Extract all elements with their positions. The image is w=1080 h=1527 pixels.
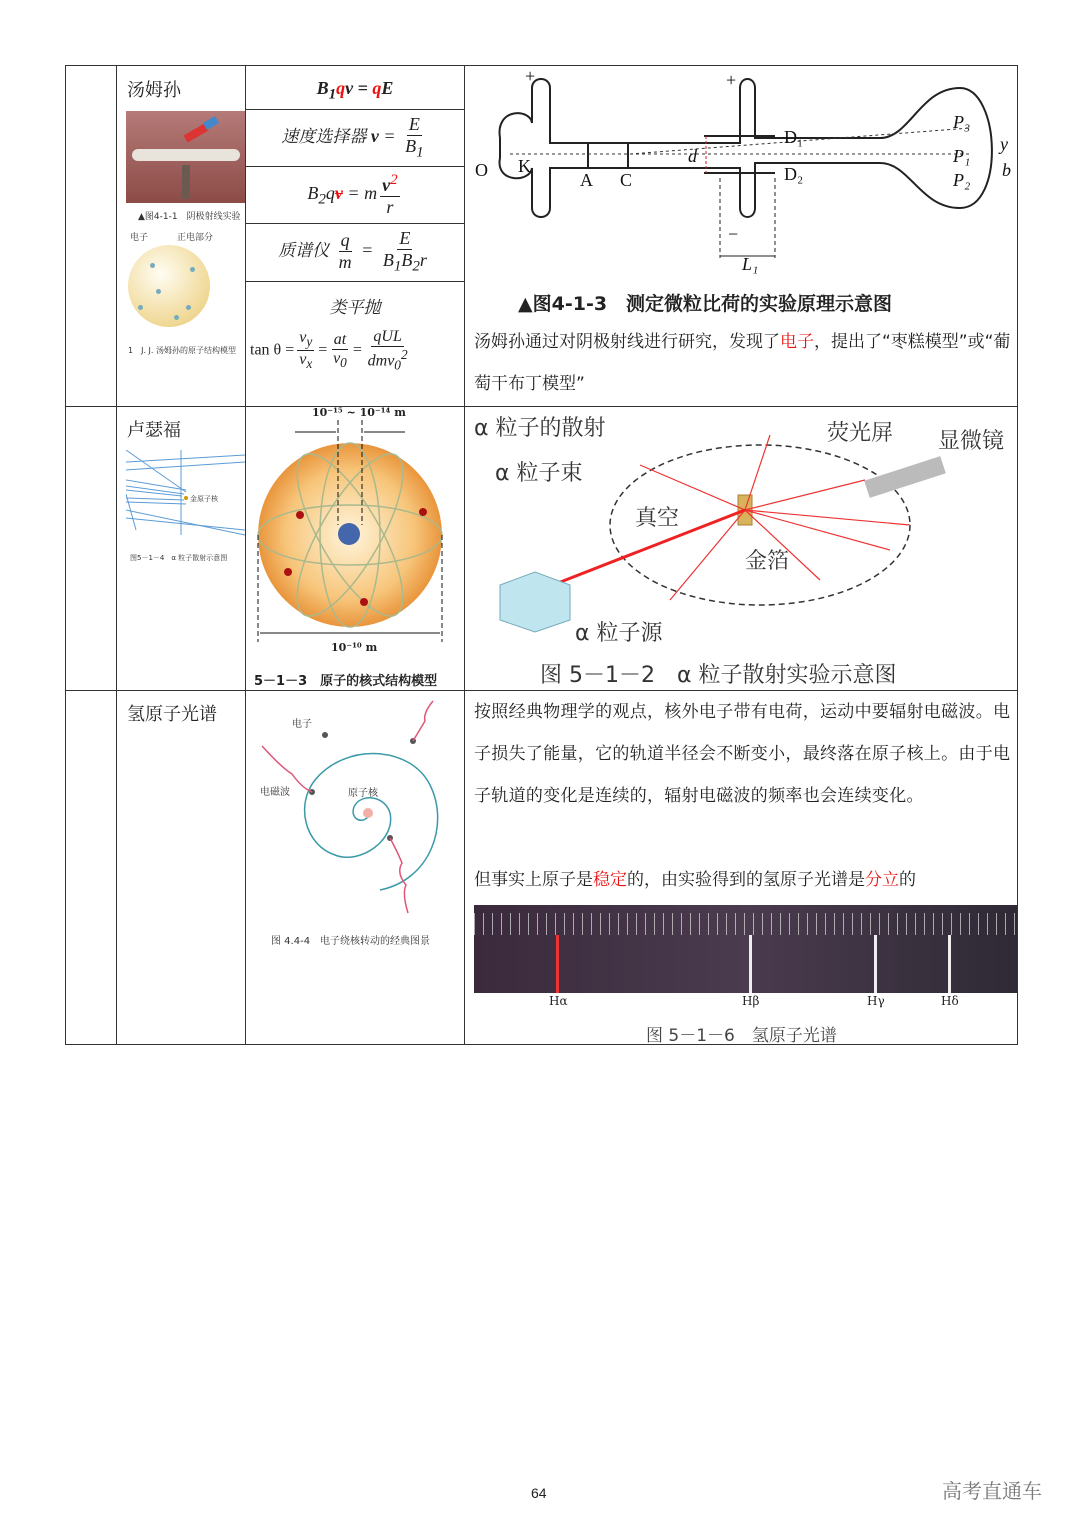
formula-mass-spectrometer: 质谱仪 $\frac{q}{m}$ = $\frac{E}{B_1B_2r}$: [278, 228, 427, 275]
page-number: 64: [531, 1485, 547, 1501]
exp-label: α 粒子束: [495, 461, 583, 486]
orbit-label: 电磁波: [260, 787, 290, 798]
diagram-label: +: [726, 70, 737, 90]
highlight-stable: 稳定: [593, 870, 627, 890]
figure-caption: 图 5－1－6 氢原子光谱: [646, 1026, 837, 1046]
nucleus-size-label: 10⁻¹⁵ ~ 10⁻¹⁴ m: [312, 406, 406, 419]
label-electron: 电子: [130, 233, 149, 243]
figure-caption: 图 4.4-4 电子绕核转动的经典图景: [271, 936, 431, 947]
diagram-label: A: [580, 170, 593, 190]
sym: tan θ =: [250, 341, 295, 359]
text: 的，由实验得到的氢原子光谱是: [627, 870, 865, 890]
exp-label: 金箔: [745, 549, 790, 574]
sym: E: [381, 78, 394, 98]
diagram-label: C: [620, 170, 633, 190]
cathode-ray-photo: [126, 111, 245, 203]
formula-circular-motion: $B_2qv = m$ $\frac{v^2}{r}$: [307, 172, 398, 217]
col-divider: [464, 65, 465, 1045]
text: 但事实上原子是: [474, 870, 593, 890]
classical-orbit-diagram: [250, 695, 462, 925]
figure-caption: 5－1－3 原子的核式结构模型: [254, 674, 438, 689]
thomson-description: [474, 321, 1014, 405]
formula-divider: [245, 223, 465, 224]
sym: 1: [328, 86, 337, 103]
highlight-electron: 电子: [780, 332, 814, 352]
diagram-label: P₃: [953, 112, 971, 132]
charge-to-mass-diagram: [470, 68, 1015, 293]
sym: v: [345, 78, 354, 98]
formula-velocity-selector: 速度选择器 v = $\frac{E}{B_1}$: [281, 114, 424, 161]
diagram-label: O: [475, 160, 488, 180]
col-divider: [65, 65, 66, 1045]
formula-divider: [245, 109, 465, 110]
diagram-label: P₁: [953, 146, 971, 166]
sym: q: [336, 78, 346, 98]
figure-caption: 1 J. J. 汤姆孙的原子结构模型: [128, 346, 236, 355]
exp-label: 荧光屏: [827, 421, 894, 446]
spectrum-line-label: Hα: [549, 994, 568, 1008]
watermark: 高考直通车: [942, 1479, 1042, 1503]
classical-view-paragraph: 按照经典物理学的观点，核外电子带有电荷，运动中要辐射电磁波。电子损失了能量，它的轨道半径会不断变小，最终落在原子核上。由于电子轨道的变化是连续的，辐射电磁波的频率也会连续变化。: [474, 702, 1011, 806]
orbit-label: 电子: [292, 719, 312, 730]
table-border: [65, 65, 1018, 66]
formula-label: 质谱仪: [278, 240, 330, 261]
formula-force-balance: [246, 78, 464, 104]
label-positive: 正电部分: [177, 233, 214, 243]
diagram-label: D₁: [784, 127, 804, 147]
row-title-thomson: 汤姆孙: [127, 80, 181, 101]
spectrum-line-label: Hδ: [941, 994, 959, 1008]
sym: B: [316, 78, 329, 98]
diagram-label: b: [1002, 160, 1011, 180]
diagram-label: y: [1000, 134, 1008, 154]
exp-label: α 粒子源: [575, 621, 663, 646]
orbit-label: 原子核: [348, 788, 378, 799]
label-gold-nucleus: 金原子核: [190, 495, 218, 503]
diagram-caption: ▲图4-1-3 测定微粒比荷的实验原理示意图: [518, 293, 893, 315]
table-border: [65, 1044, 1018, 1045]
text: ，提出了“枣糕模型”或“葡萄干布丁模型”: [474, 332, 1011, 394]
alpha-scattering-sketch: [126, 450, 245, 540]
reality-paragraph: [474, 859, 1014, 901]
text: 汤姆孙通过对阴极射线进行研究，发现了: [474, 332, 780, 352]
row-title-rutherford: 卢瑟福: [127, 420, 181, 441]
diagram-label: L₁: [742, 254, 759, 274]
exp-label: α 粒子的散射: [474, 416, 606, 441]
formula-divider: [245, 281, 465, 282]
highlight-discrete: 分立: [865, 870, 899, 890]
diagram-label: K: [518, 156, 531, 176]
figure-caption: ▲图4-1-1 阴极射线实验: [138, 212, 241, 222]
exp-label: 真空: [635, 506, 680, 531]
text: 的: [899, 870, 916, 890]
formula-label: 速度选择器: [281, 126, 367, 147]
col-divider: [1017, 65, 1018, 1045]
alpha-scattering-experiment: [470, 410, 1015, 688]
formula-divider: [245, 166, 465, 167]
diagram-label: d: [688, 146, 697, 166]
plum-pudding-model: [128, 245, 210, 327]
hydrogen-spectrum-image: [474, 905, 1017, 993]
formula-tan-theta: tan θ = $\frac{v_y}{v_x}$ = $\frac{at}{v_0}$ = $\frac{\text{qUL}}{dmv_0^2}$: [250, 328, 408, 373]
sym: q: [372, 78, 382, 98]
col-divider: [116, 65, 117, 1045]
row-title-hydrogen: 氢原子光谱: [127, 704, 217, 725]
row-divider: [65, 406, 1018, 407]
diagram-label: +: [525, 68, 536, 86]
diagram-label: D₂: [784, 164, 804, 184]
spectrum-line-label: Hγ: [867, 994, 885, 1008]
spectrum-line-label: Hβ: [742, 994, 760, 1008]
diagram-label: −: [728, 224, 739, 244]
figure-caption: 图5－1－4 α 粒子散射示意图: [130, 554, 228, 562]
nuclear-atom-model: [250, 420, 460, 645]
sym: =: [353, 78, 373, 98]
exp-caption: 图 5－1－2 α 粒子散射实验示意图: [540, 663, 897, 688]
atom-size-label: 10⁻¹⁰ m: [331, 641, 378, 654]
formula-projectile-title: 类平抛: [329, 298, 381, 317]
exp-label: 显微镜: [938, 429, 1005, 454]
diagram-label: P₂: [953, 170, 971, 190]
